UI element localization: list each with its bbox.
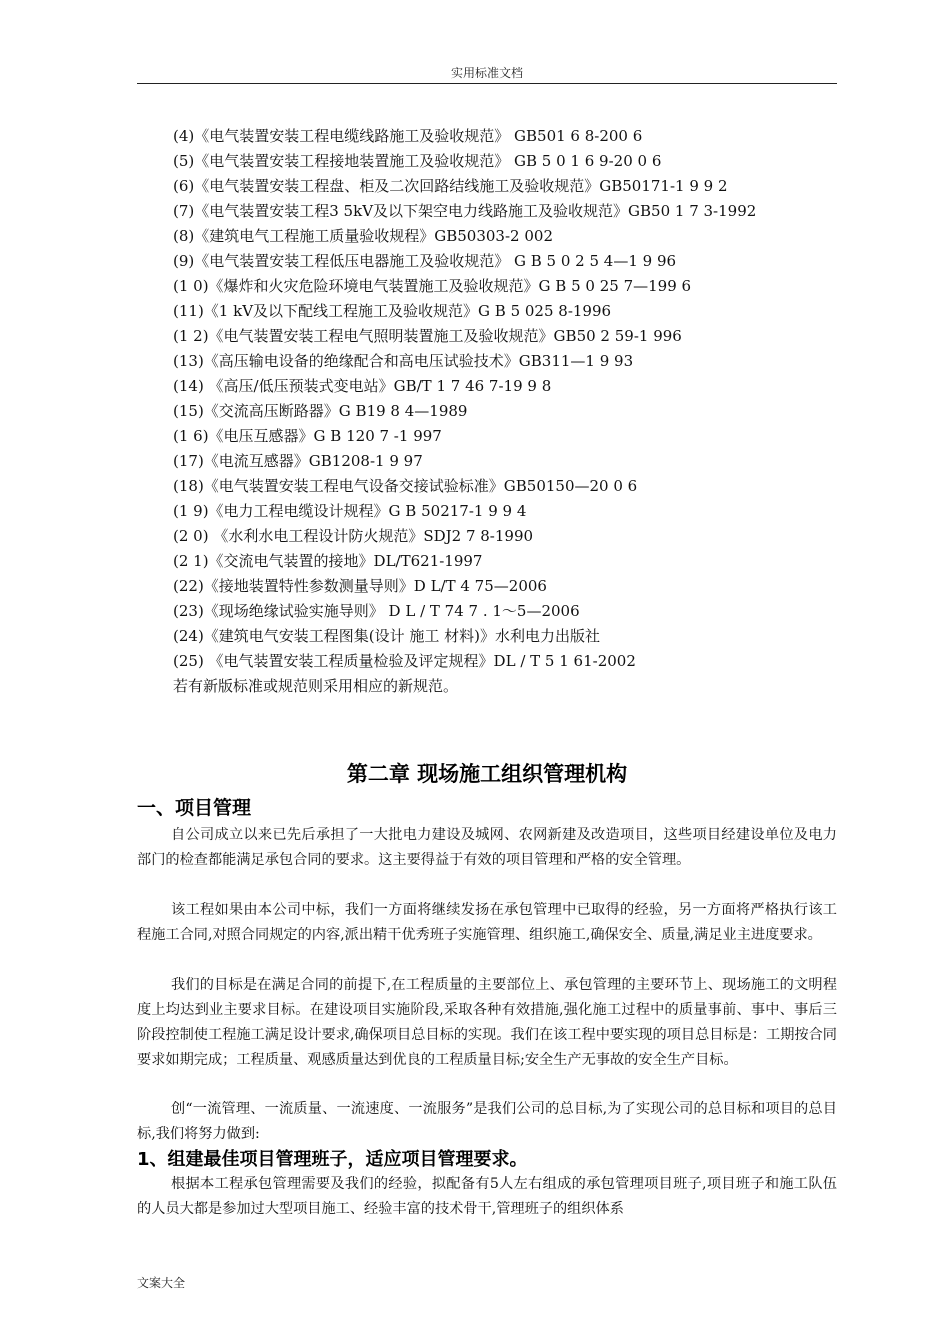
reference-item: (1 2)《电气装置安装工程电气照明装置施工及验收规范》GB50 2 59-1 996 <box>173 327 682 345</box>
reference-item: (1 0)《爆炸和火灾危险环境电气装置施工及验收规范》G B 5 0 25 7—199 6 <box>173 277 692 295</box>
header-title: 实用标准文档 <box>450 66 523 80</box>
reference-item: (5)《电气装置安装工程接地装置施工及验收规范》 GB 5 0 1 6 9-20 0 6 <box>173 152 662 170</box>
reference-item: (2 0) 《水利水电工程设计防火规范》SDJ2 7 8-1990 <box>173 527 534 545</box>
paragraph: 根据本工程承包管理需要及我们的经验，拟配备有5人左右组成的承包管理项目班子,项目班子和施工队伍的人员大都是参加过大型项目施工、经验丰富的技术骨干,管理班子的组织体系 <box>137 1176 837 1217</box>
reference-item: (2 1)《交流电气装置的接地》DL/T621-1997 <box>173 552 483 570</box>
reference-item: (24)《建筑电气安装工程图集(设计 施工 材料)》水利电力出版社 <box>173 627 601 645</box>
reference-item: (23)《现场绝缘试验实施导则》 D L / T 74 7 . 1～5—2006 <box>173 602 580 620</box>
reference-item: (25) 《电气装置安装工程质量检验及评定规程》DL / T 5 1 61-2002 <box>173 652 636 670</box>
reference-item: (4)《电气装置安装工程电缆线路施工及验收规范》 GB501 6 8-200 6 <box>173 127 643 145</box>
reference-item: (1 9)《电力工程电缆设计规程》G B 50217-1 9 9 4 <box>173 502 527 520</box>
reference-item: (15)《交流高压断路器》G B19 8 4—1989 <box>173 402 468 420</box>
reference-item: (7)《电气装置安装工程3 5kV及以下架空电力线路施工及验收规范》GB50 1 7 3-1992 <box>173 202 757 220</box>
paragraph: 该工程如果由本公司中标，我们一方面将继续发扬在承包管理中已取得的经验，另一方面将严格执行该工程施工合同,对照合同规定的内容,派出精干优秀班子实施管理、组织施工,确保安全、质量,满足业主进度要求。 <box>137 902 837 943</box>
paragraph: 创“一流管理、一流质量、一流速度、一流服务”是我们公司的总目标,为了实现公司的总目标和项目的总目标,我们将努力做到: <box>137 1101 837 1142</box>
reference-item: (18)《电气装置安装工程电气设备交接试验标准》GB50150—20 0 6 <box>173 477 638 495</box>
reference-item: (9)《电气装置安装工程低压电器施工及验收规范》 G B 5 0 2 5 4—1 9 96 <box>173 252 677 270</box>
chapter-title: 第二章 现场施工组织管理机构 <box>346 762 628 786</box>
reference-list <box>137 124 837 699</box>
reference-item: (13)《高压输电设备的绝缘配合和高电压试验技术》GB311—1 9 93 <box>173 352 634 370</box>
paragraph: 自公司成立以来已先后承担了一大批电力建设及城网、农网新建及改造项目，这些项目经建设单位及电力部门的检查都能满足承包合同的要求。这主要得益于有效的项目管理和严格的安全管理。 <box>137 827 837 868</box>
reference-item: (17)《电流互感器》GB1208-1 9 97 <box>173 452 423 470</box>
paragraph: 我们的目标是在满足合同的前提下,在工程质量的主要部位上、承包管理的主要环节上、现场施工的文明程度上均达到业主要求目标。在建设项目实施阶段,采取各种有效措施,强化施工过程中的质量事前、事中、事后三阶段控制使工程施工满足设计要求,确保项目总目标的实现。我们在该工程中要实现的项目总目标是：工期按合同要求如期完成；工程质量、观感质量达到优良的工程质量目标;安全生产无事故的安全生产目标。 <box>137 977 837 1068</box>
reference-item: (1 6)《电压互感器》G B 120 7 -1 997 <box>173 427 442 445</box>
subsection-heading: 1、组建最佳项目管理班子，适应项目管理要求。 <box>137 1149 528 1170</box>
reference-item: (14) 《高压/低压预装式变电站》GB/T 1 7 46 7-19 9 8 <box>173 377 552 395</box>
reference-item: (11)《1 kV及以下配线工程施工及验收规范》G B 5 025 8-1996 <box>173 302 612 320</box>
reference-item: (22)《接地装置特性参数测量导则》D L/T 4 75—2006 <box>173 577 547 595</box>
page-footer: 文案大全 <box>137 1276 186 1290</box>
reference-item: (6)《电气装置安装工程盘、柜及二次回路结线施工及验收规范》GB50171-1 9 9 2 <box>173 177 728 195</box>
section-heading: 一、项目管理 <box>137 797 252 819</box>
page-header <box>137 66 837 84</box>
reference-item: (8)《建筑电气工程施工质量验收规程》GB50303-2 002 <box>173 227 553 245</box>
reference-note: 若有新版标准或规范则采用相应的新规范。 <box>173 677 459 695</box>
